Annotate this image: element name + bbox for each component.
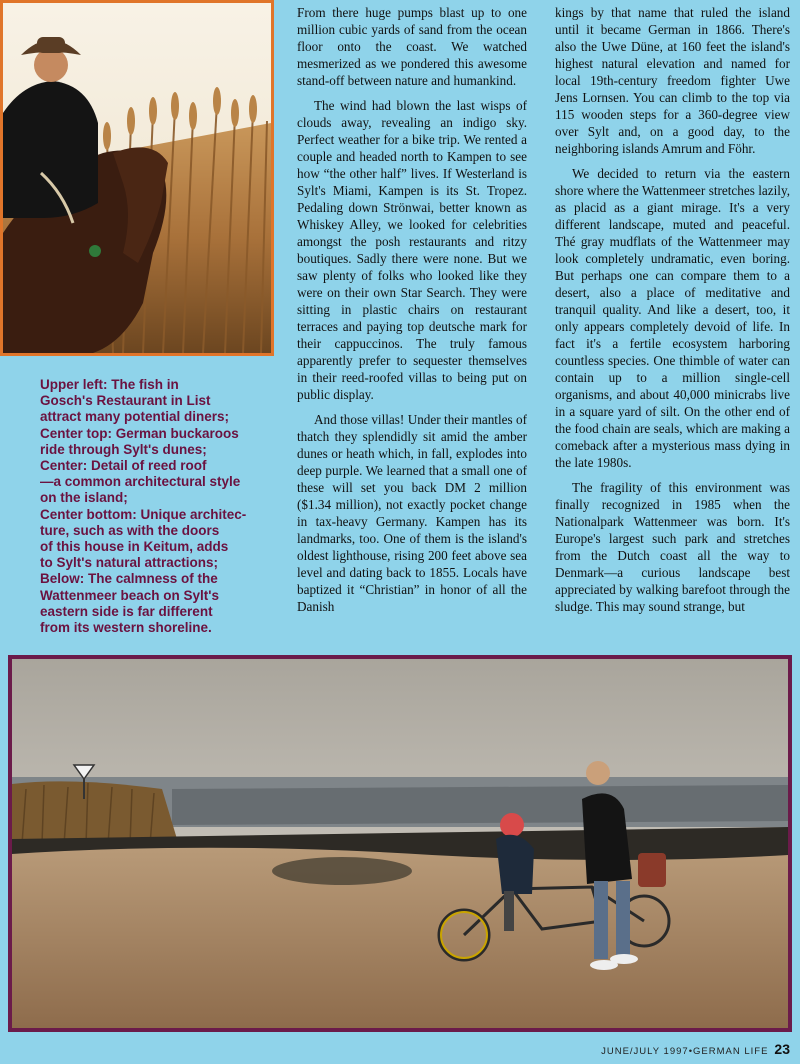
issue-date: JUNE/JULY 1997•GERMAN LIFE bbox=[601, 1046, 769, 1057]
article-column-2 bbox=[555, 4, 790, 642]
beach-photo-illustration bbox=[12, 659, 788, 1028]
photo-caption: Upper left: The fish in Gosch's Restaurant in List attract many potential diners; Center top: German buckaroos ride through Sylt's dunes; Center: Detail of reed roof —a common architectural style on the island; Center bottom: Unique architec- ture, such as with the doors of this house in Keitum, adds to Sylt's natural attractions; Below: The calmness of the Wattenmeer beach on Sylt's eastern side is far different from its western shoreline. bbox=[40, 377, 247, 636]
rider-photo-illustration bbox=[3, 3, 271, 353]
column1-paragraph-3: And those villas! Under their mantles of thatch they splendidly sit amid the amber dunes or heath which, in fall, explodes into deep purple. We learned that a small one of these will set you back DM 2 million ($1.34 million), not exactly pocket change in tax-heavy Germany. Kampen has its landmarks, too. One of them is the island's oldest lighthouse, rising 200 feet above sea level and dating back to 1855. Locals have baptized it “Christian” in honor of all the Danish bbox=[297, 412, 527, 614]
column1-paragraph-1: From there huge pumps blast up to one million cubic yards of sand from the ocean floor onto the coast. We watched mesmerized as we pondered this awesome stand-off between nature and humankind. bbox=[297, 5, 527, 88]
column2-paragraph-2: We decided to return via the eastern shore where the Wattenmeer stretches lazily, as placid as a giant mirage. It's a very different landscape, muted and peaceful. Thé gray mudflats of the Wattenmeer may look completely undramatic, even boring. But perhaps one can compare them to a desert, also a place of meditative and tranquil quality. And like a desert, too, it only appears completely devoid of life. In fact it's a fertile ecosystem harboring countless species. One thimble of water can contain up to a million single-cell organisms, and about 40,000 minicrabs live in a square yard of silt. On the other end of the food chain are seals, which are making a comeback after a mysterious mass dying in the late 1980s. bbox=[555, 166, 790, 470]
page-footer bbox=[0, 1041, 790, 1059]
column1-paragraph-2: The wind had blown the last wisps of clouds away, revealing an indigo sky. Perfect weather for a bike trip. We rented a couple and headed north to Kampen to see how “the other half” lives. If Westerland is Sylt's Miami, Kampen is its St. Tropez. Pedaling down Strönwai, better known as Whiskey Alley, we looked for celebrities amongst the posh restaurants and ritzy boutiques. Sadly there were none. But we saw plenty of folks who looked like they were on their own Star Search. They were sitting in plastic chairs on restaurant terraces and paying top deutsche mark for their cappuccinos. The truly famous apparently prefer to sequester themselves in their reed-roofed villas to being put on public display. bbox=[297, 98, 527, 402]
column2-paragraph-3: The fragility of this environment was finally recognized in 1985 when the Nationalpark Wattenmeer was born. It's Europe's largest such park and stretches from the Dutch coast all the way to Denmark—a curious landscape best appreciated by walking barefoot through the sludge. This may sound strange, but bbox=[555, 480, 790, 614]
wattenmeer-beach-photo bbox=[8, 655, 792, 1032]
article-column-1 bbox=[297, 4, 527, 642]
page-number: 23 bbox=[774, 1041, 790, 1057]
rider-photo bbox=[0, 0, 274, 356]
column2-paragraph-1: kings by that name that ruled the island until it became German in 1866. There's also the Uwe Düne, at 160 feet the island's highest natural elevation and named for local 19th-century freedom fighter Uwe Jens Lornsen. You can climb to the top via 115 wooden steps for a 360-degree view over Sylt and, on a good day, to the neighboring islands Amrum and Föhr. bbox=[555, 5, 790, 156]
